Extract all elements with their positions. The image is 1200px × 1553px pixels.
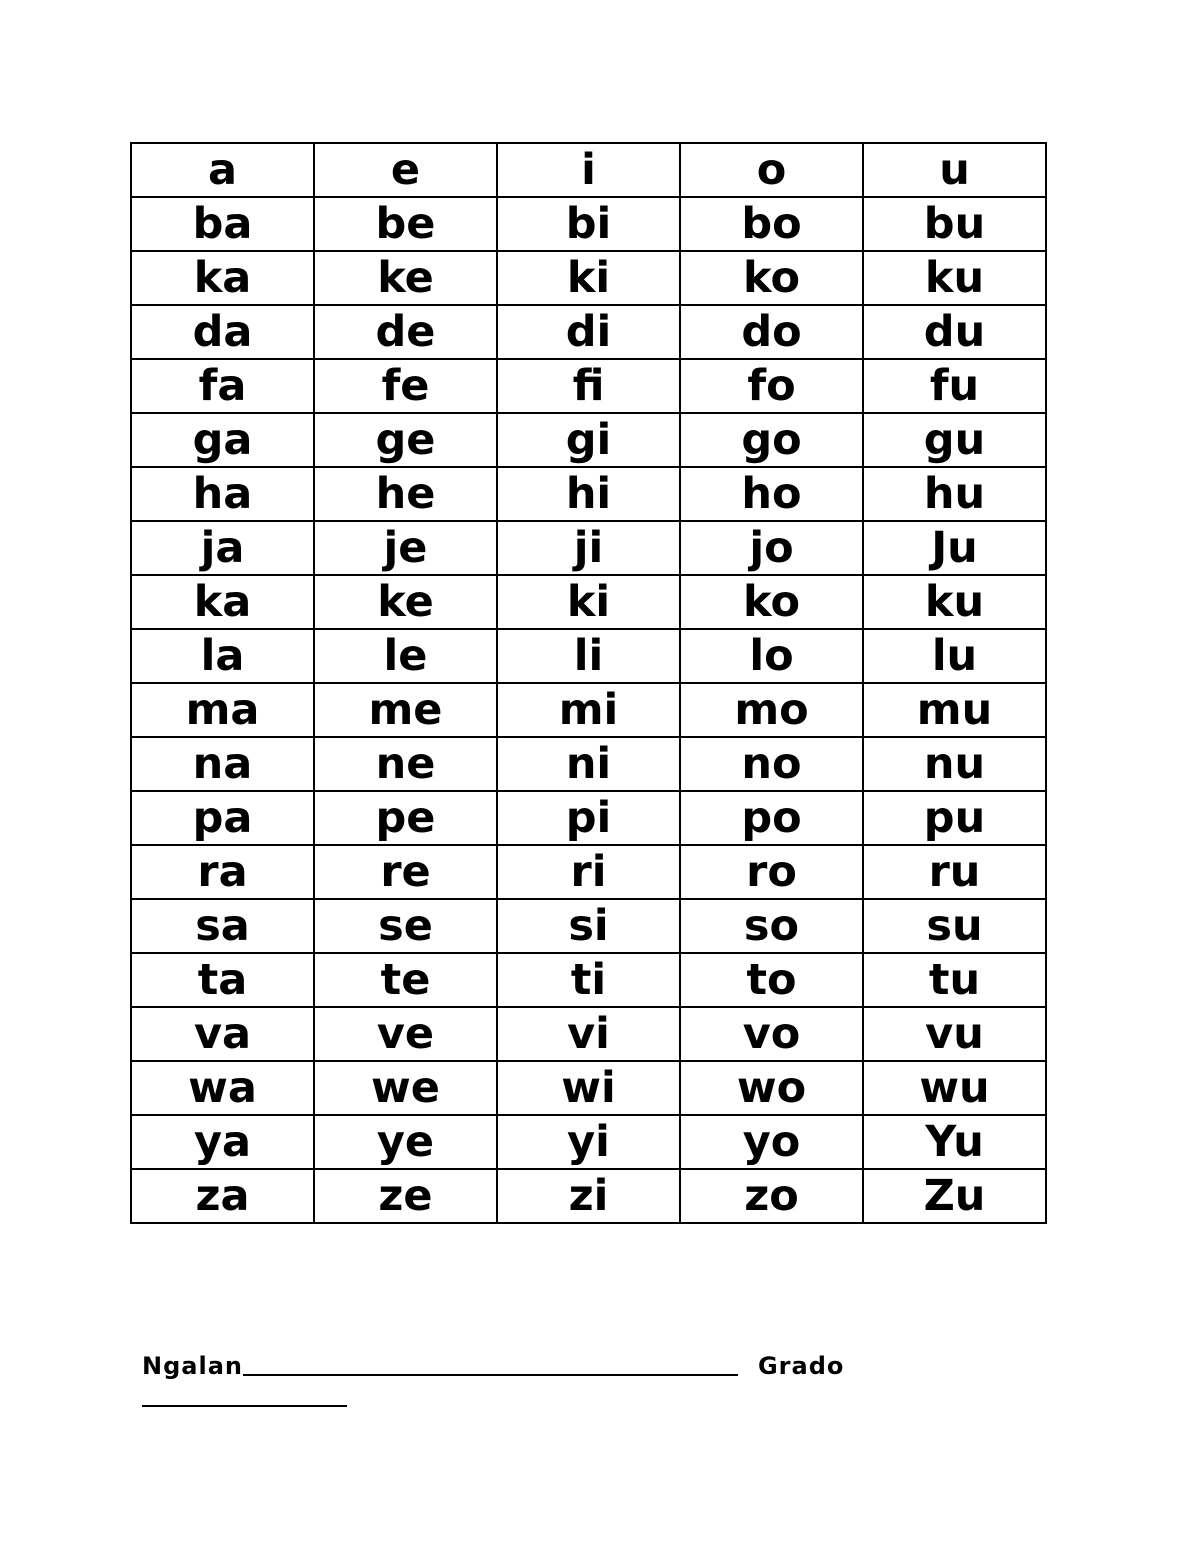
syllable-cell: je [314,521,497,575]
syllable-cell: tu [863,953,1046,1007]
syllable-cell: ti [497,953,680,1007]
syllable-cell: wa [131,1061,314,1115]
syllable-cell: jo [680,521,863,575]
table-row [131,845,1046,899]
syllable-cell: di [497,305,680,359]
syllable-table-body [131,143,1046,1223]
syllable-cell: gi [497,413,680,467]
syllable-cell: de [314,305,497,359]
table-row [131,1007,1046,1061]
syllable-cell: wu [863,1061,1046,1115]
syllable-cell: za [131,1169,314,1223]
syllable-cell: ji [497,521,680,575]
grade-blank-line [142,1405,347,1407]
syllable-cell: pe [314,791,497,845]
syllable-cell: Zu [863,1169,1046,1223]
table-row [131,1115,1046,1169]
syllable-cell: wo [680,1061,863,1115]
syllable-cell: lo [680,629,863,683]
syllable-cell: ga [131,413,314,467]
table-row [131,953,1046,1007]
syllable-cell: mo [680,683,863,737]
syllable-cell: ne [314,737,497,791]
syllable-cell: wi [497,1061,680,1115]
syllable-cell: ho [680,467,863,521]
syllable-cell: ru [863,845,1046,899]
syllable-cell: i [497,143,680,197]
syllable-cell: ni [497,737,680,791]
table-row [131,305,1046,359]
syllable-cell: bo [680,197,863,251]
syllable-cell: gu [863,413,1046,467]
syllable-cell: do [680,305,863,359]
syllable-cell: vu [863,1007,1046,1061]
syllable-cell: ka [131,251,314,305]
grade-label: Grado [757,1352,845,1380]
syllable-cell: ki [497,575,680,629]
syllable-cell: to [680,953,863,1007]
syllable-cell: ku [863,251,1046,305]
syllable-cell: me [314,683,497,737]
table-row [131,521,1046,575]
syllable-cell: ja [131,521,314,575]
syllable-cell: fe [314,359,497,413]
syllable-cell: a [131,143,314,197]
syllable-cell: ze [314,1169,497,1223]
syllable-cell: pi [497,791,680,845]
syllable-cell: nu [863,737,1046,791]
syllable-cell: mu [863,683,1046,737]
syllable-cell: vo [680,1007,863,1061]
table-row [131,251,1046,305]
syllable-cell: ro [680,845,863,899]
syllable-cell: ta [131,953,314,1007]
table-row [131,629,1046,683]
syllable-cell: pu [863,791,1046,845]
syllable-cell: te [314,953,497,1007]
syllable-cell: ri [497,845,680,899]
syllable-cell: mi [497,683,680,737]
syllable-cell: o [680,143,863,197]
syllable-cell: ko [680,575,863,629]
syllable-cell: hi [497,467,680,521]
table-row [131,467,1046,521]
syllable-cell: yi [497,1115,680,1169]
syllable-cell: fo [680,359,863,413]
table-row [131,1061,1046,1115]
syllable-cell: pa [131,791,314,845]
syllable-cell: ha [131,467,314,521]
syllable-cell: be [314,197,497,251]
syllable-cell: ya [131,1115,314,1169]
table-row [131,791,1046,845]
syllable-cell: ka [131,575,314,629]
name-label: Ngalan [142,1352,243,1380]
syllable-cell: su [863,899,1046,953]
syllable-cell: ve [314,1007,497,1061]
syllable-cell: ye [314,1115,497,1169]
syllable-cell: fu [863,359,1046,413]
syllable-cell: bi [497,197,680,251]
syllable-cell: go [680,413,863,467]
syllable-cell: Yu [863,1115,1046,1169]
syllable-cell: li [497,629,680,683]
syllable-cell: ku [863,575,1046,629]
table-row [131,737,1046,791]
syllable-cell: du [863,305,1046,359]
syllable-cell: ke [314,251,497,305]
syllable-cell: e [314,143,497,197]
syllable-cell: fi [497,359,680,413]
syllable-cell: yo [680,1115,863,1169]
table-row [131,197,1046,251]
syllable-cell: no [680,737,863,791]
table-row [131,899,1046,953]
table-row [131,575,1046,629]
syllable-cell: la [131,629,314,683]
syllable-cell: zo [680,1169,863,1223]
syllable-cell: ma [131,683,314,737]
syllable-cell: Ju [863,521,1046,575]
syllable-cell: se [314,899,497,953]
syllable-cell: ke [314,575,497,629]
syllable-cell: sa [131,899,314,953]
syllable-cell: da [131,305,314,359]
syllable-cell: lu [863,629,1046,683]
syllable-table [130,142,1047,1224]
syllable-cell: he [314,467,497,521]
syllable-cell: po [680,791,863,845]
syllable-cell: ra [131,845,314,899]
syllable-cell: bu [863,197,1046,251]
syllable-cell: ba [131,197,314,251]
name-blank-line [243,1374,738,1376]
syllable-cell: le [314,629,497,683]
syllable-cell: so [680,899,863,953]
syllable-cell: zi [497,1169,680,1223]
syllable-cell: ge [314,413,497,467]
syllable-cell: ko [680,251,863,305]
table-row [131,359,1046,413]
syllable-cell: ki [497,251,680,305]
syllable-cell: na [131,737,314,791]
syllable-cell: hu [863,467,1046,521]
syllable-cell: u [863,143,1046,197]
table-row [131,683,1046,737]
table-row [131,413,1046,467]
table-row [131,143,1046,197]
table-row [131,1169,1046,1223]
syllable-cell: si [497,899,680,953]
student-info-line [142,1346,844,1380]
syllable-cell: va [131,1007,314,1061]
syllable-cell: we [314,1061,497,1115]
syllable-cell: vi [497,1007,680,1061]
syllable-cell: re [314,845,497,899]
syllable-cell: fa [131,359,314,413]
